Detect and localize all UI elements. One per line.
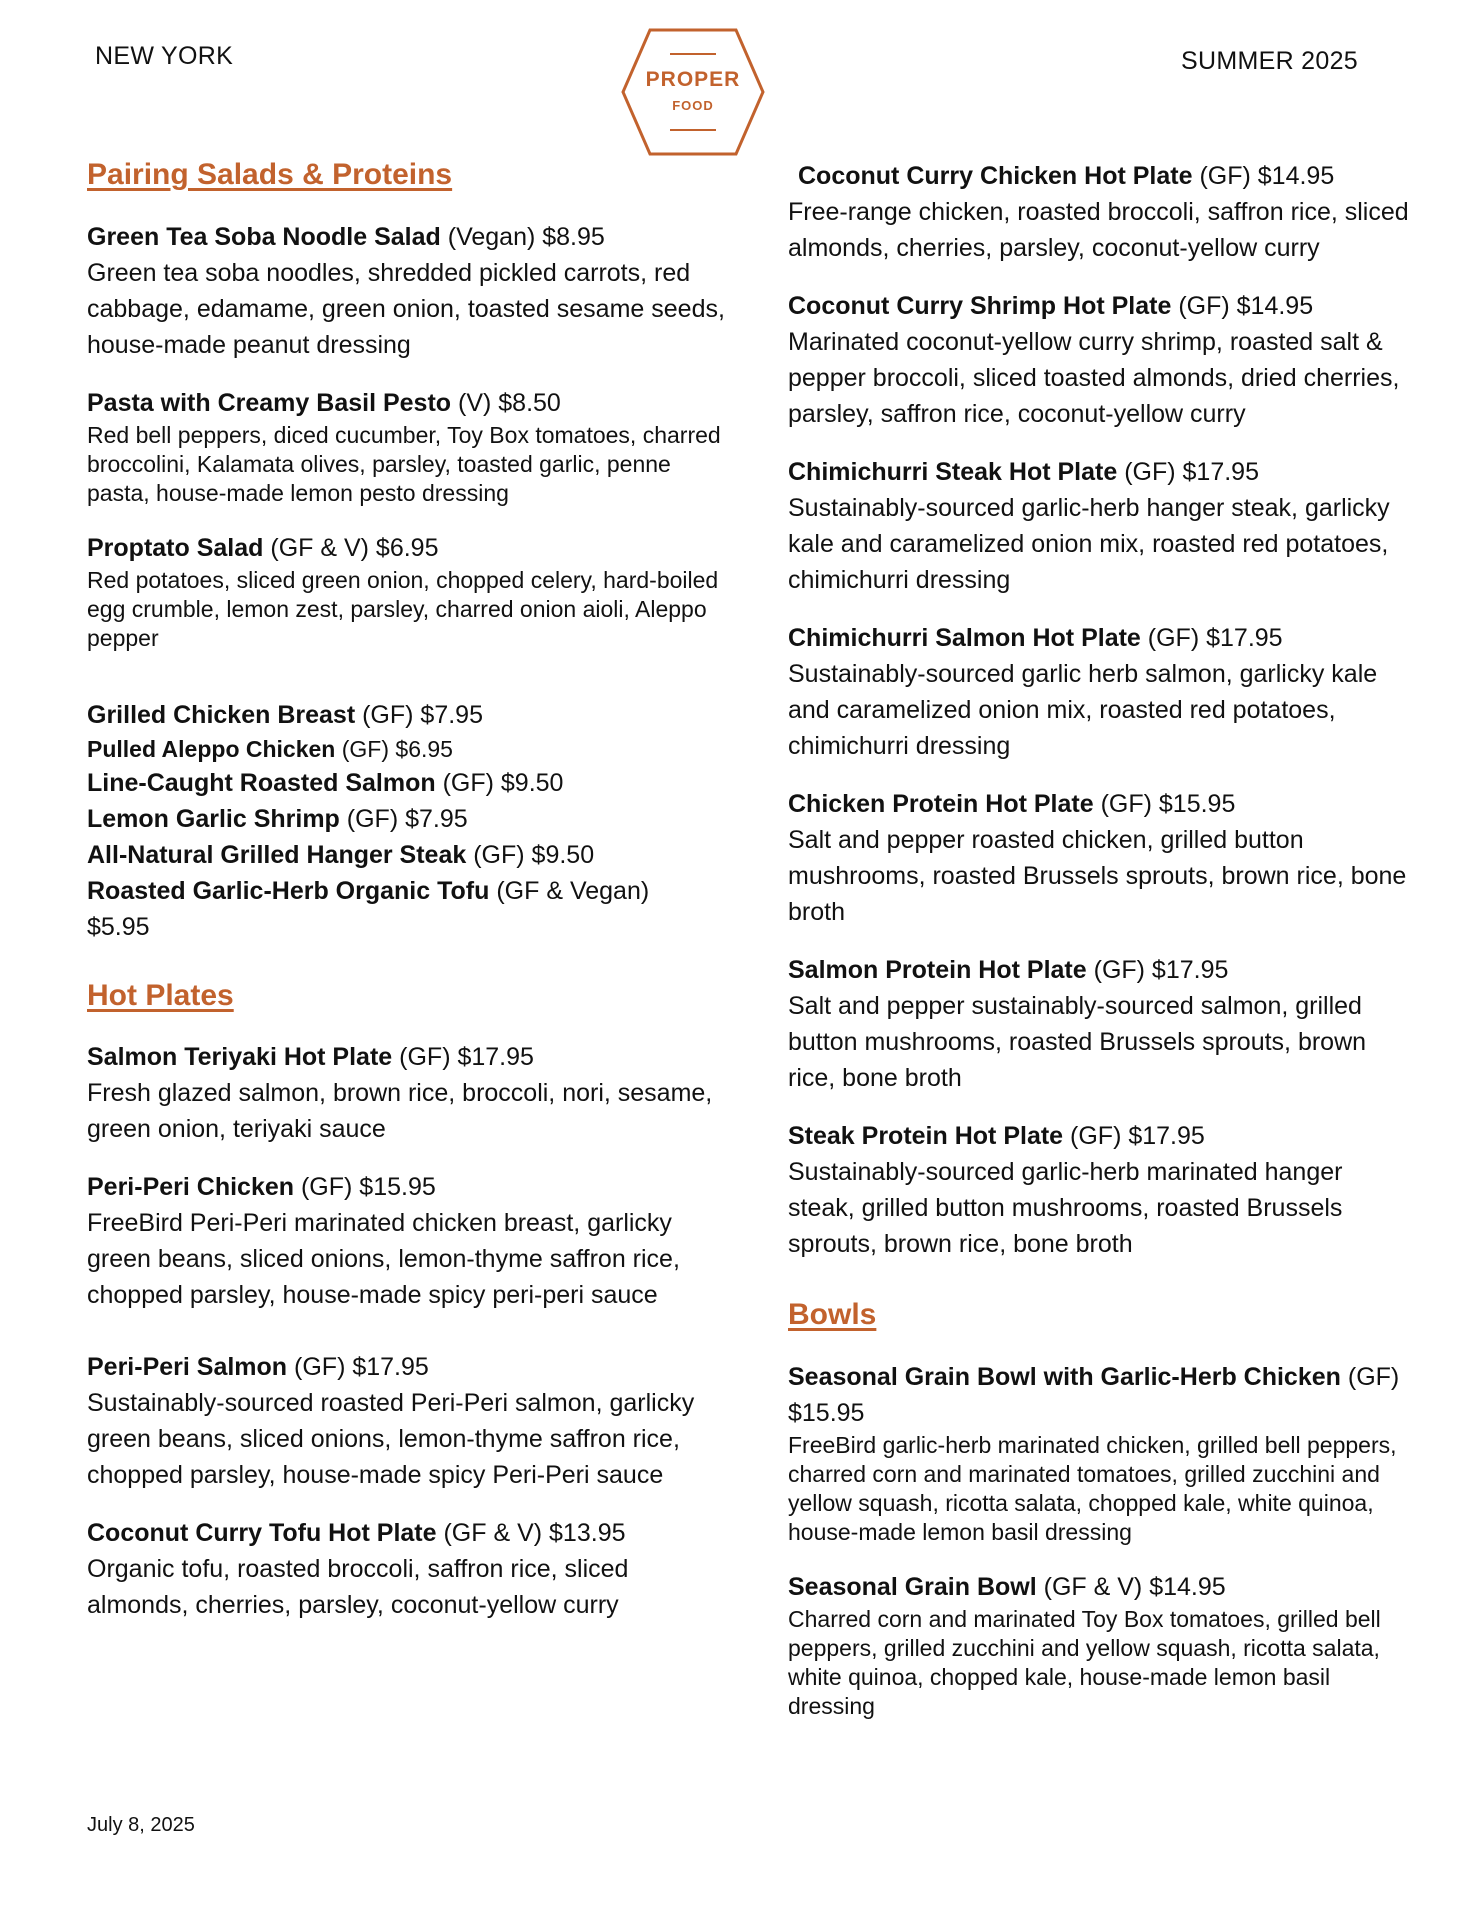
menu-item — [788, 620, 1413, 764]
item-desc: Charred corn and marinated Toy Box tomatoes, grilled bell peppers, grilled zucchini and yellow squash, ricotta salata, white quinoa, chopped kale, house-made lemon basil dressing — [788, 1605, 1381, 1719]
item-desc: Sustainably-sourced garlic-herb marinated hanger steak, grilled button mushrooms, roasted Brussels sprouts, brown rice, bone broth — [788, 1158, 1343, 1258]
item-name: Pasta with Creamy Basil Pesto — [87, 388, 452, 417]
protein-item: Grilled Chicken Breast (GF) $7.95 — [87, 700, 483, 729]
item-desc: Salt and pepper sustainably-sourced salmon, grilled button mushrooms, roasted Brussels sprouts, brown rice, bone broth — [788, 992, 1367, 1092]
item-tag: (Vegan) $8.95 — [440, 222, 605, 251]
item-tag: (GF & V) $14.95 — [1036, 1572, 1226, 1601]
item-desc: Red bell peppers, diced cucumber, Toy Box tomatoes, charred broccolini, Kalamata olives, parsley, toasted garlic, penne pasta, house-made lemon pesto dressing — [87, 421, 721, 506]
item-tag: (GF) $17.95 — [1140, 624, 1283, 652]
menu-item — [87, 385, 727, 508]
protein-item: Lemon Garlic Shrimp (GF) $7.95 — [87, 804, 468, 833]
menu-item — [87, 219, 727, 363]
item-name: Steak Protein Hot Plate — [788, 1122, 1064, 1150]
left-column — [87, 158, 727, 1645]
logo-text-sub: FOOD — [672, 98, 714, 113]
logo-text-main: PROPER — [645, 68, 741, 91]
location-label: NEW YORK — [95, 42, 234, 70]
item-desc: Marinated coconut-yellow curry shrimp, roasted salt & pepper broccoli, sliced toasted almonds, dried cherries, parsley, saffron rice, coconut-yellow curry — [788, 328, 1400, 428]
protein-item: Pulled Aleppo Chicken (GF) $6.95 — [87, 735, 453, 762]
item-desc: FreeBird garlic-herb marinated chicken, grilled bell peppers, charred corn and marinated tomatoes, grilled zucchini and yellow squash, ricotta salata, chopped kale, white quinoa, house-made lemon basil dressing — [788, 1431, 1397, 1545]
item-name: Proptato Salad — [87, 533, 264, 562]
season-label: SUMMER 2025 — [1181, 47, 1358, 75]
protein-list — [87, 697, 727, 945]
item-name: Green Tea Soba Noodle Salad — [87, 222, 441, 251]
menu-item — [788, 1118, 1413, 1262]
section-title-bowls: Bowls — [788, 1298, 877, 1331]
item-name: Peri-Peri Salmon — [87, 1353, 288, 1381]
menu-item — [788, 952, 1413, 1096]
protein-item: Roasted Garlic-Herb Organic Tofu (GF & Vegan) $5.95 — [87, 876, 650, 941]
protein-item: Line-Caught Roasted Salmon (GF) $9.50 — [87, 768, 564, 797]
item-desc: FreeBird Peri-Peri marinated chicken breast, garlicky green beans, sliced onions, lemon-thyme saffron rice, chopped parsley, house-made spicy peri-peri sauce — [87, 1209, 680, 1309]
menu-item — [788, 454, 1413, 598]
item-desc: Sustainably-sourced roasted Peri-Peri salmon, garlicky green beans, sliced onions, lemon-thyme saffron rice, chopped parsley, house-made spicy Peri-Peri sauce — [87, 1389, 695, 1489]
item-tag: (GF & V) $6.95 — [263, 533, 439, 562]
item-name: Chimichurri Salmon Hot Plate — [788, 624, 1141, 652]
menu-item — [87, 1039, 727, 1147]
item-name: Peri-Peri Chicken — [87, 1173, 295, 1201]
item-tag: (GF) $17.95 — [1063, 1122, 1205, 1150]
item-tag: (GF) $17.95 — [392, 1043, 534, 1071]
item-tag: (V) $8.50 — [451, 388, 561, 417]
proper-food-logo — [620, 26, 766, 158]
menu-item — [788, 1359, 1413, 1547]
menu-item — [788, 1569, 1413, 1721]
item-tag: (GF) $14.95 — [1192, 162, 1335, 190]
item-desc: Organic tofu, roasted broccoli, saffron rice, sliced almonds, cherries, parsley, coconut-yellow curry — [87, 1555, 629, 1619]
section-title-pairing: Pairing Salads & Proteins — [87, 158, 453, 191]
menu-item — [788, 158, 1413, 266]
item-desc: Sustainably-sourced garlic-herb hanger steak, garlicky kale and caramelized onion mix, roasted red potatoes, chimichurri dressing — [788, 494, 1390, 594]
item-name: Coconut Curry Tofu Hot Plate — [87, 1519, 437, 1547]
item-tag: (GF) $17.95 — [1086, 956, 1229, 984]
menu-item — [87, 530, 727, 653]
item-name: Chicken Protein Hot Plate — [788, 790, 1094, 818]
item-name: Coconut Curry Chicken Hot Plate — [798, 162, 1193, 190]
item-tag: (GF) $15.95 — [788, 1362, 1400, 1427]
item-tag: (GF) $15.95 — [294, 1173, 436, 1201]
item-desc: Sustainably-sourced garlic herb salmon, garlicky kale and caramelized onion mix, roasted red potatoes, chimichurri dressing — [788, 660, 1378, 760]
item-desc: Fresh glazed salmon, brown rice, broccoli, nori, sesame, green onion, teriyaki sauce — [87, 1079, 713, 1143]
item-name: Salmon Protein Hot Plate — [788, 956, 1087, 984]
menu-item — [87, 1169, 727, 1313]
menu-item — [87, 1515, 727, 1623]
item-desc: Salt and pepper roasted chicken, grilled button mushrooms, roasted Brussels sprouts, brown rice, bone broth — [788, 826, 1407, 926]
item-name: Coconut Curry Shrimp Hot Plate — [788, 292, 1172, 320]
item-tag: (GF) $17.95 — [287, 1353, 429, 1381]
right-column — [788, 158, 1413, 1743]
menu-item — [87, 1349, 727, 1493]
menu-item — [788, 288, 1413, 432]
item-name: Chimichurri Steak Hot Plate — [788, 458, 1118, 486]
item-desc: Free-range chicken, roasted broccoli, saffron rice, sliced almonds, cherries, parsley, coconut-yellow curry — [788, 198, 1409, 262]
item-name: Seasonal Grain Bowl with Garlic-Herb Chicken — [788, 1362, 1341, 1391]
item-tag: (GF) $15.95 — [1093, 790, 1236, 818]
item-desc: Green tea soba noodles, shredded pickled carrots, red cabbage, edamame, green onion, toasted sesame seeds, house-made peanut dressing — [87, 258, 725, 359]
menu-item — [788, 786, 1413, 930]
item-desc: Red potatoes, sliced green onion, chopped celery, hard-boiled egg crumble, lemon zest, parsley, charred onion aioli, Aleppo pepper — [87, 566, 719, 651]
item-tag: (GF) $17.95 — [1117, 458, 1259, 486]
item-name: Seasonal Grain Bowl — [788, 1572, 1037, 1601]
section-title-hot-plates: Hot Plates — [87, 978, 234, 1012]
item-name: Salmon Teriyaki Hot Plate — [87, 1043, 393, 1071]
protein-item: All-Natural Grilled Hanger Steak (GF) $9.50 — [87, 840, 595, 869]
item-tag: (GF) $14.95 — [1171, 292, 1314, 320]
item-tag: (GF & V) $13.95 — [436, 1519, 626, 1547]
menu-date: July 8, 2025 — [87, 1814, 195, 1836]
